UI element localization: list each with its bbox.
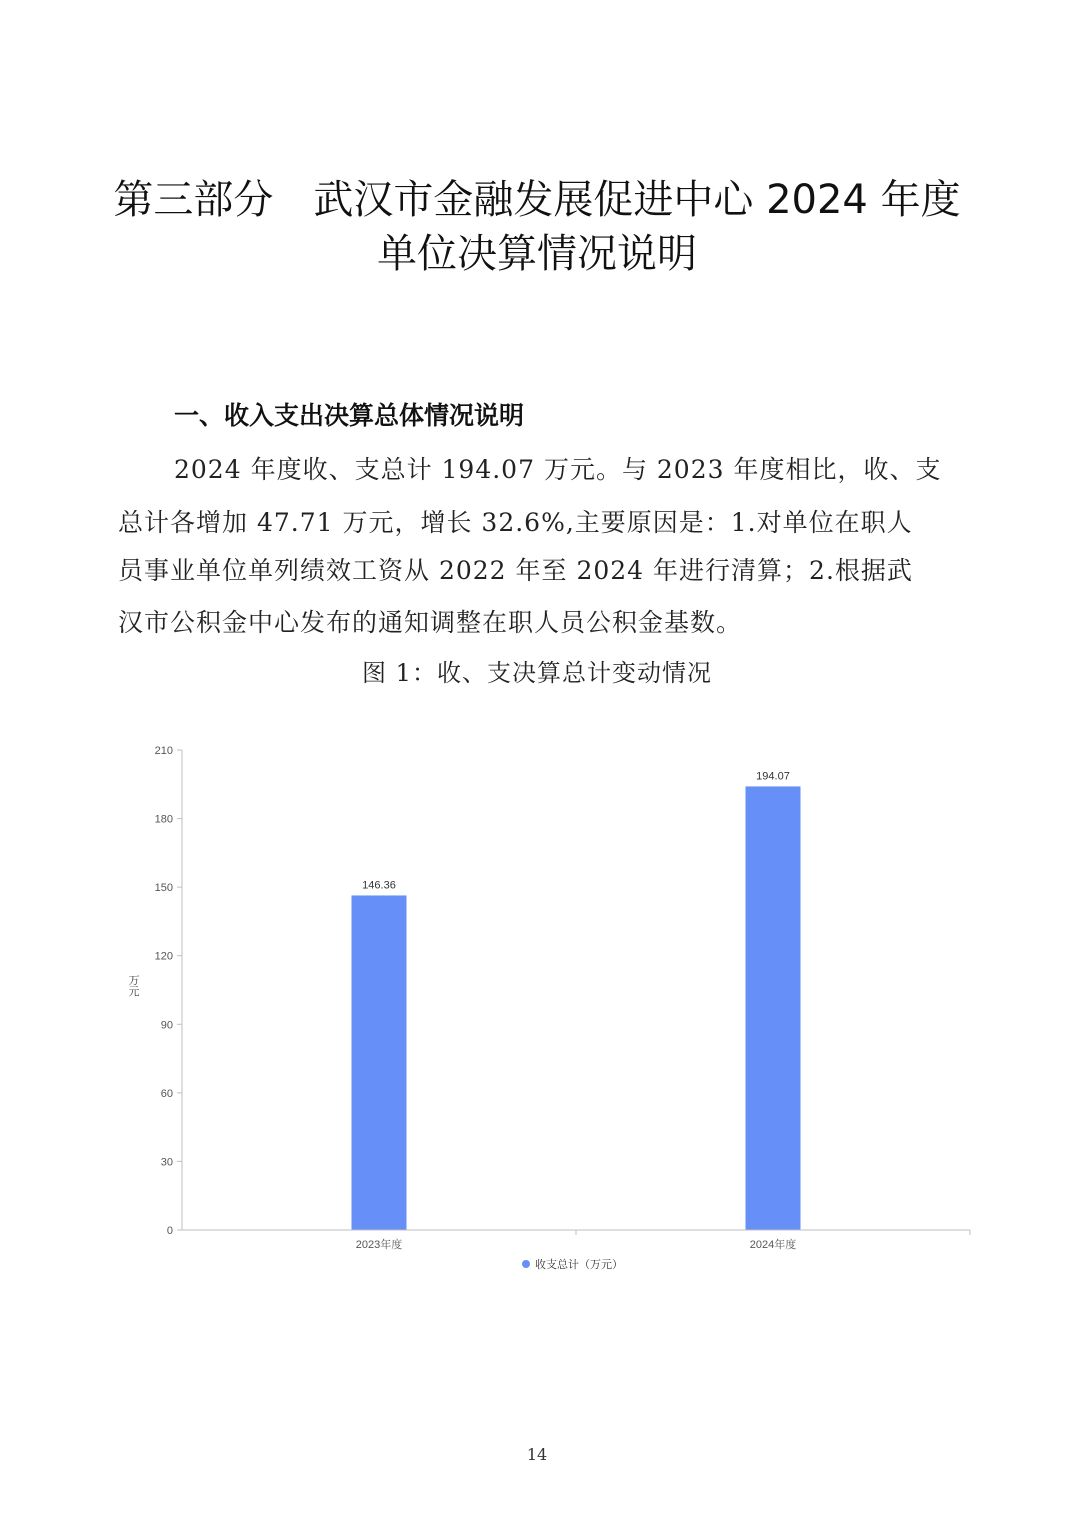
y-tick-label: 0 <box>166 1225 173 1237</box>
bar-chart <box>110 730 990 1290</box>
legend <box>522 1257 623 1271</box>
y-tick-label: 150 <box>154 882 173 895</box>
y-axis <box>129 745 183 1237</box>
x-axis <box>182 1230 970 1251</box>
body-text-line: 汉市公积金中心发布的通知调整在职人员公积金基数。 <box>118 608 743 637</box>
y-tick-label: 60 <box>160 1087 173 1100</box>
section-heading: 一、收入支出决算总体情况说明 <box>174 401 525 430</box>
y-tick-label: 90 <box>160 1019 173 1032</box>
y-tick-label: 180 <box>154 813 173 826</box>
x-tick-label: 2024年度 <box>749 1239 797 1251</box>
page-number: 14 <box>526 1445 548 1464</box>
page-title-line-1: 第三部分 武汉市金融发展促进中心 2024 年度 <box>113 177 961 223</box>
x-tick-label: 2023年度 <box>355 1239 403 1251</box>
body-text-line: 2024 年度收、支总计 194.07 万元。与 2023 年度相比，收、支 <box>174 455 942 484</box>
body-text-line: 总计各增加 47.71 万元，增长 32.6%,主要原因是：1.对单位在职人 <box>118 508 913 537</box>
legend-label: 收支总计（万元） <box>535 1259 623 1271</box>
bar <box>352 895 407 1230</box>
y-tick-label: 210 <box>154 745 173 757</box>
data-label: 146.36 <box>362 879 396 892</box>
legend-marker <box>522 1260 530 1268</box>
page-title-line-2: 单位决算情况说明 <box>377 231 697 277</box>
bar <box>746 786 801 1230</box>
data-label: 194.07 <box>756 770 790 783</box>
body-text-line: 员事业单位单列绩效工资从 2022 年至 2024 年进行清算；2.根据武 <box>118 556 913 585</box>
figure-caption: 图 1：收、支决算总计变动情况 <box>362 659 712 687</box>
y-tick-label: 30 <box>160 1156 173 1169</box>
y-tick-label: 120 <box>154 950 173 963</box>
data-labels <box>362 770 790 891</box>
y-axis-label: 万元 <box>128 975 140 998</box>
bars <box>352 786 801 1230</box>
